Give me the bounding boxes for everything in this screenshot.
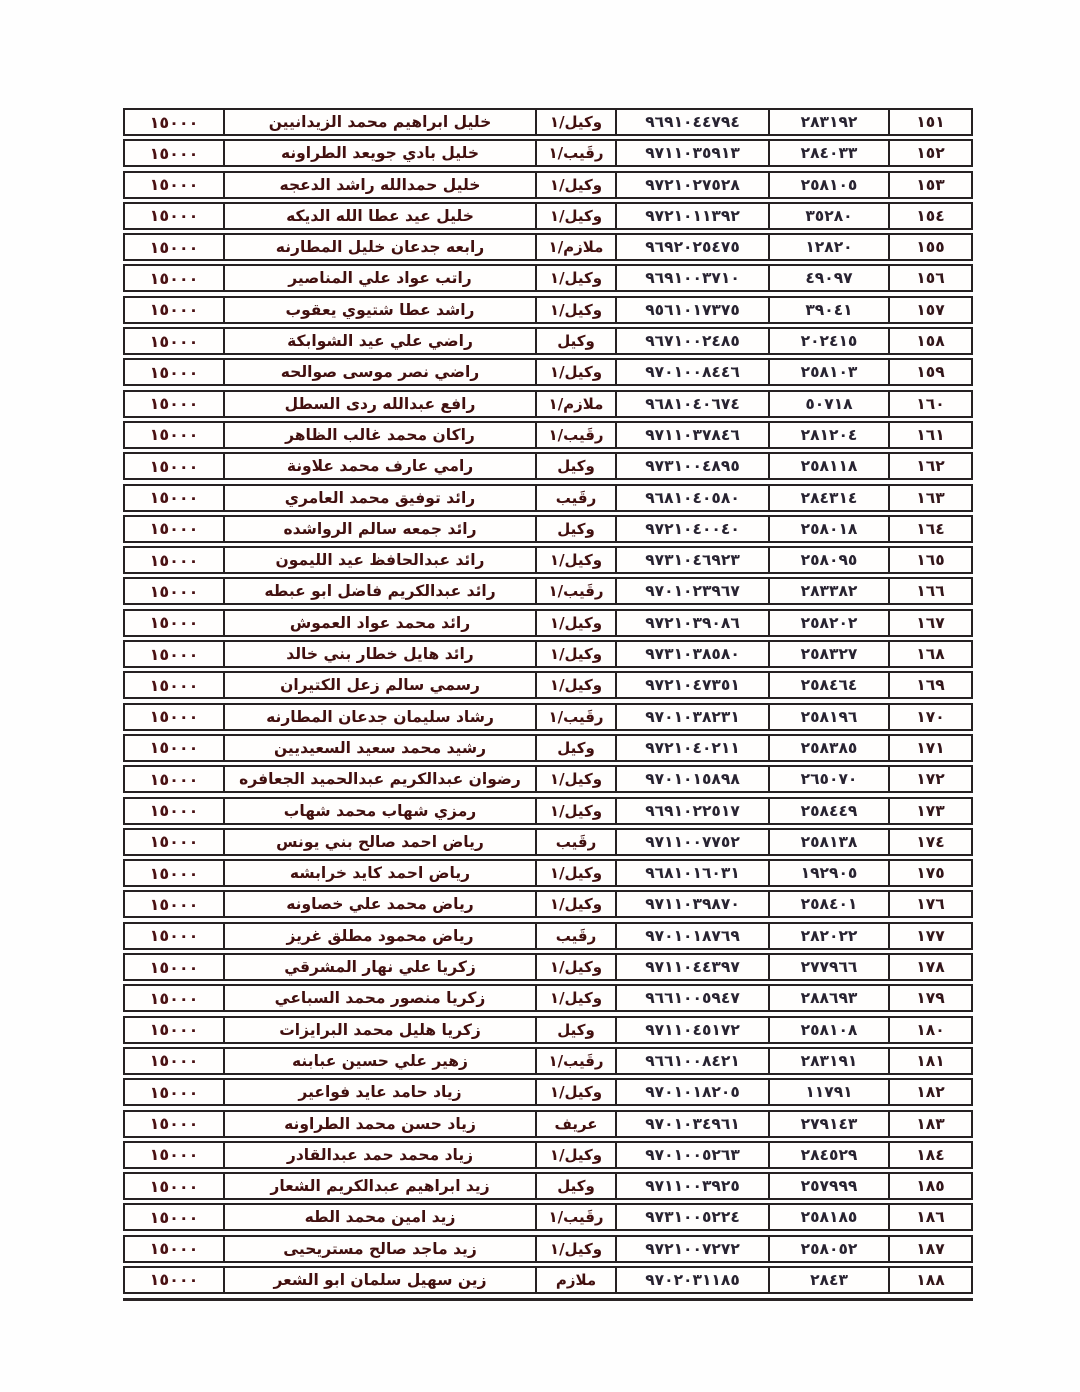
- amount-cell: ١٥٠٠٠: [125, 705, 225, 729]
- national-id-cell: ٩٧٠١٠٢٣٩٦٧: [617, 579, 770, 603]
- name-cell: رائد عبدالحافظ عيد الليمون: [225, 548, 537, 572]
- row-number-cell: ١٥٧: [916, 300, 945, 319]
- row-number-cell: ١٧٠: [916, 707, 945, 726]
- row-number-cell: ١٦٧: [916, 613, 945, 632]
- serial-cell: ٢٥٨٠١٨: [770, 517, 890, 541]
- national-id-cell: ٩٧٢١٠١١٣٩٢: [617, 204, 770, 228]
- national-id-cell: ٩٦٩١٠٠٣٧١٠: [617, 266, 770, 290]
- table-row: [123, 1016, 973, 1044]
- national-id-cell: ٩٧٣١٠٠٥٢٢٤: [617, 1205, 770, 1229]
- table-row: [123, 421, 973, 449]
- name-cell: رسمي سالم زعل الكتيران: [225, 673, 537, 697]
- national-id-cell: ٩٧١١٠٤٥١٧٢: [617, 1018, 770, 1042]
- amount-cell: ١٥٠٠٠: [125, 1205, 225, 1229]
- row-number-cell: ١٧٤: [916, 832, 945, 851]
- name-cell: رائد عبدالكريم فاضل ابو عبطه: [225, 579, 537, 603]
- rank-cell: وكيل: [537, 736, 617, 760]
- serial-cell: ٢٥٨١٠٥: [770, 173, 890, 197]
- row-number-cell: ١٨٠: [916, 1020, 945, 1039]
- serial-cell: ٢٨١٢٠٤: [770, 423, 890, 447]
- serial-cell: ٢٨٢٠٢٢: [770, 924, 890, 948]
- national-id-cell: ٩٦٧١٠٠٢٤٨٥: [617, 329, 770, 353]
- amount-cell: ١٥٠٠٠: [125, 673, 225, 697]
- rank-cell: رقَيب/١: [537, 423, 617, 447]
- row-number-cell: ١٦٥: [916, 551, 945, 570]
- row-number-cell: ١٦٦: [916, 582, 945, 601]
- table-row: [123, 1235, 973, 1263]
- rank-cell: وكيل/١: [537, 360, 617, 384]
- table-row: [123, 734, 973, 762]
- row-number-cell: ١٨٢: [916, 1083, 945, 1102]
- table-row: [123, 1047, 973, 1075]
- national-id-cell: ٩٥٦١٠١٧٣٧٥: [617, 298, 770, 322]
- table-row: [123, 828, 973, 856]
- amount-cell: ١٥٠٠٠: [125, 329, 225, 353]
- national-id-cell: ٩٧٢١٠٤٠٢١١: [617, 736, 770, 760]
- amount-cell: ١٥٠٠٠: [125, 767, 225, 791]
- amount-cell: ١٥٠٠٠: [125, 1112, 225, 1136]
- national-id-cell: ٩٧٠١٠١٥٨٩٨: [617, 767, 770, 791]
- amount-cell: ١٥٠٠٠: [125, 1237, 225, 1261]
- table-row: [123, 984, 973, 1012]
- table-row: [123, 327, 973, 355]
- name-cell: راكان محمد غالب الظاهر: [225, 423, 537, 447]
- amount-cell: ١٥٠٠٠: [125, 986, 225, 1010]
- rank-cell: وكيل/١: [537, 548, 617, 572]
- serial-cell: ١٩٢٩٠٥: [770, 861, 890, 885]
- amount-cell: ١٥٠٠٠: [125, 392, 225, 416]
- serial-cell: ٣٩٠٤١: [770, 298, 890, 322]
- rank-cell: وكيل: [537, 454, 617, 478]
- serial-cell: ٢٨٣١٩٢: [770, 110, 890, 134]
- rank-cell: ملازم/١: [537, 235, 617, 259]
- table-row: [123, 546, 973, 574]
- table-row: [123, 233, 973, 261]
- table-row: [123, 108, 973, 136]
- serial-cell: ٢٥٨١٠٨: [770, 1018, 890, 1042]
- amount-cell: ١٥٠٠٠: [125, 611, 225, 635]
- row-number-cell: ١٥١: [916, 113, 945, 131]
- rank-cell: وكيل/١: [537, 892, 617, 916]
- row-number-cell: ١٨١: [916, 1051, 945, 1070]
- amount-cell: ١٥٠٠٠: [125, 892, 225, 916]
- serial-cell: ٢٥٨٠٩٥: [770, 548, 890, 572]
- name-cell: زين سهيل سلمان ابو الشعر: [225, 1268, 537, 1292]
- row-number-cell: ١٥٦: [916, 269, 945, 288]
- national-id-cell: ٩٧٠١٠١٨٢٠٥: [617, 1080, 770, 1104]
- table-row: [123, 1172, 973, 1200]
- name-cell: رامي عارف محمد علاونة: [225, 454, 537, 478]
- national-id-cell: ٩٧٣١٠٠٤٨٩٥: [617, 454, 770, 478]
- row-number-cell: ١٨٧: [916, 1239, 945, 1258]
- amount-cell: ١٥٠٠٠: [125, 1174, 225, 1198]
- serial-cell: ١١٧٩١: [770, 1080, 890, 1104]
- national-id-cell: ٩٦٨١٠١٦٠٣١: [617, 861, 770, 885]
- amount-cell: ١٥٠٠٠: [125, 204, 225, 228]
- national-id-cell: ٩٦٦١٠٠٨٤٢١: [617, 1049, 770, 1073]
- serial-cell: ٢٦٥٠٧٠: [770, 767, 890, 791]
- serial-cell: ٢٥٨٢٠٢: [770, 611, 890, 635]
- serial-cell: ٢٨٤٣١٤: [770, 486, 890, 510]
- row-number-cell: ١٥٨: [916, 332, 945, 351]
- row-number-cell: ١٨٤: [916, 1145, 945, 1164]
- national-id-cell: ٩٧٠١٠١٨٧٦٩: [617, 924, 770, 948]
- table-row: [123, 1110, 973, 1138]
- table-bottom-rule: [123, 1298, 973, 1301]
- rank-cell: وكيل/١: [537, 1143, 617, 1167]
- table-row: [123, 264, 973, 292]
- rank-cell: ملازم: [537, 1268, 617, 1292]
- serial-cell: ٢٥٨١١٨: [770, 454, 890, 478]
- national-id-cell: ٩٦٩٢٠٢٥٤٧٥: [617, 235, 770, 259]
- name-cell: زكريا هليل محمد البرايزات: [225, 1018, 537, 1042]
- row-number-cell: ١٧٢: [916, 770, 945, 789]
- serial-cell: ٢٥٨٣٨٥: [770, 736, 890, 760]
- name-cell: رشاد سليمان جدعان المطارنه: [225, 705, 537, 729]
- national-id-cell: ٩٧٣١٠٣٨٥٨٠: [617, 642, 770, 666]
- rank-cell: وكيل/١: [537, 266, 617, 290]
- name-cell: رياض محمود مطلق غريز: [225, 924, 537, 948]
- rank-cell: وكيل/١: [537, 611, 617, 635]
- amount-cell: ١٥٠٠٠: [125, 1143, 225, 1167]
- serial-cell: ٢٥٨٤٠١: [770, 892, 890, 916]
- amount-cell: ١٥٠٠٠: [125, 235, 225, 259]
- serial-cell: ٢٨٨٦٩٣: [770, 986, 890, 1010]
- table-row: [123, 703, 973, 731]
- serial-cell: ٤٩٠٩٧: [770, 266, 890, 290]
- serial-cell: ٢٠٢٤١٥: [770, 329, 890, 353]
- name-cell: راتب عواد علي المناصير: [225, 266, 537, 290]
- name-cell: زكريا علي نهار المشرقي: [225, 955, 537, 979]
- amount-cell: ١٥٠٠٠: [125, 173, 225, 197]
- name-cell: رائد جمعه سالم الرواشده: [225, 517, 537, 541]
- row-number-cell: ١٦٤: [916, 519, 945, 538]
- rank-cell: رقَيب: [537, 924, 617, 948]
- rank-cell: ملازم/١: [537, 392, 617, 416]
- national-id-cell: ٩٧٢١٠٤٠٠٤٠: [617, 517, 770, 541]
- national-id-cell: ٩٧١١٠٣٧٨٤٦: [617, 423, 770, 447]
- national-id-cell: ٩٧٠١٠٣٨٢٣١: [617, 705, 770, 729]
- row-number-cell: ١٧٥: [916, 864, 945, 883]
- amount-cell: ١٥٠٠٠: [125, 517, 225, 541]
- serial-cell: ٥٠٧١٨: [770, 392, 890, 416]
- name-cell: زياد محمد حمد عبدالقادر: [225, 1143, 537, 1167]
- national-id-cell: ٩٧٣١٠٤٦٩٢٣: [617, 548, 770, 572]
- table-row: [123, 797, 973, 825]
- serial-cell: ٢٥٨٤٤٩: [770, 799, 890, 823]
- row-number-cell: ١٨٥: [916, 1177, 945, 1196]
- table-row: [123, 358, 973, 386]
- name-cell: راشد عطا شتيوي يعقوب: [225, 298, 537, 322]
- national-id-cell: ٩٧٠١٠٣٤٩٦١: [617, 1112, 770, 1136]
- row-number-cell: ١٨٣: [916, 1114, 945, 1133]
- table-row: [123, 1266, 973, 1294]
- national-id-cell: ٩٧٠٢٠٣١١٨٥: [617, 1268, 770, 1292]
- row-number-cell: ١٥٣: [916, 175, 945, 194]
- table-row: [123, 1078, 973, 1106]
- serial-cell: ٢٥٨١٨٥: [770, 1205, 890, 1229]
- name-cell: خليل ابراهيم محمد الزيدانيين: [225, 110, 537, 134]
- rank-cell: وكيل: [537, 1174, 617, 1198]
- amount-cell: ١٥٠٠٠: [125, 799, 225, 823]
- serial-cell: ٢٧٧٩٦٦: [770, 955, 890, 979]
- name-cell: رضوان عبدالكريم عبدالحميد الجعافره: [225, 767, 537, 791]
- name-cell: رافع عبدالله ردى السطل: [225, 392, 537, 416]
- row-number-cell: ١٧٦: [916, 895, 945, 914]
- personnel-roster-table: [123, 108, 973, 1301]
- name-cell: زياد حامد عايد فواعير: [225, 1080, 537, 1104]
- serial-cell: ٢٥٨٤٦٤: [770, 673, 890, 697]
- national-id-cell: ٩٧١١٠٠٧٧٥٢: [617, 830, 770, 854]
- name-cell: زياد حسن محمد الطراونه: [225, 1112, 537, 1136]
- amount-cell: ١٥٠٠٠: [125, 736, 225, 760]
- row-number-cell: ١٥٥: [916, 238, 945, 257]
- rank-cell: رقَيب/١: [537, 141, 617, 165]
- rank-cell: وكيل/١: [537, 673, 617, 697]
- national-id-cell: ٩٦٦١٠٠٥٩٤٧: [617, 986, 770, 1010]
- table-row: [123, 671, 973, 699]
- rank-cell: وكيل/١: [537, 1080, 617, 1104]
- name-cell: رائد محمد عواد العموش: [225, 611, 537, 635]
- row-number-cell: ١٦٠: [916, 394, 945, 413]
- serial-cell: ٢٥٧٩٩٩: [770, 1174, 890, 1198]
- name-cell: زيد ماجد صالح مستريحيى: [225, 1237, 537, 1261]
- serial-cell: ٢٧٩١٤٣: [770, 1112, 890, 1136]
- name-cell: رائد هايل خطار بني خالد: [225, 642, 537, 666]
- row-number-cell: ١٨٦: [916, 1208, 945, 1227]
- table-row: [123, 139, 973, 167]
- amount-cell: ١٥٠٠٠: [125, 486, 225, 510]
- serial-cell: ٢٨٤٣: [770, 1268, 890, 1292]
- row-number-cell: ١٦١: [916, 425, 945, 444]
- row-number-cell: ١٥٤: [916, 206, 945, 225]
- name-cell: زكريا منصور محمد السباعي: [225, 986, 537, 1010]
- table-row: [123, 859, 973, 887]
- row-number-cell: ١٦٩: [916, 676, 945, 695]
- national-id-cell: ٩٦٨١٠٤٠٥٨٠: [617, 486, 770, 510]
- serial-cell: ٢٥٨٠٥٢: [770, 1237, 890, 1261]
- national-id-cell: ٩٦٨١٠٤٠٦٧٤: [617, 392, 770, 416]
- row-number-cell: ١٧٣: [916, 801, 945, 820]
- amount-cell: ١٥٠٠٠: [125, 1268, 225, 1292]
- rank-cell: وكيل/١: [537, 642, 617, 666]
- amount-cell: ١٥٠٠٠: [125, 642, 225, 666]
- serial-cell: ٢٥٨٣٢٧: [770, 642, 890, 666]
- national-id-cell: ٩٦٩١٠٢٢٥١٧: [617, 799, 770, 823]
- serial-cell: ٢٥٨١٠٣: [770, 360, 890, 384]
- amount-cell: ١٥٠٠٠: [125, 1080, 225, 1104]
- row-number-cell: ١٧١: [916, 738, 945, 757]
- serial-cell: ٢٨٣١٩١: [770, 1049, 890, 1073]
- rank-cell: وكيل/١: [537, 110, 617, 134]
- national-id-cell: ٩٧٠١٠٠٨٤٤٦: [617, 360, 770, 384]
- rank-cell: رقَيب/١: [537, 1049, 617, 1073]
- amount-cell: ١٥٠٠٠: [125, 110, 225, 134]
- table-row: [123, 171, 973, 199]
- name-cell: رابعه جدعان خليل المطارنه: [225, 235, 537, 259]
- table-row: [123, 1141, 973, 1169]
- amount-cell: ١٥٠٠٠: [125, 548, 225, 572]
- name-cell: رمزي شهاب محمد شهاب: [225, 799, 537, 823]
- national-id-cell: ٩٧٢١٠٠٧٢٧٢: [617, 1237, 770, 1261]
- name-cell: رائد توفيق محمد العامري: [225, 486, 537, 510]
- name-cell: رياض احمد صالح بني يونس: [225, 830, 537, 854]
- name-cell: خليل حمدالله راشد الدعجه: [225, 173, 537, 197]
- amount-cell: ١٥٠٠٠: [125, 955, 225, 979]
- amount-cell: ١٥٠٠٠: [125, 454, 225, 478]
- table-row: [123, 577, 973, 605]
- national-id-cell: ٩٧٢١٠٣٩٠٨٦: [617, 611, 770, 635]
- rank-cell: وكيل/١: [537, 955, 617, 979]
- name-cell: زهير علي حسين عبابنه: [225, 1049, 537, 1073]
- serial-cell: ٢٥٨١٣٨: [770, 830, 890, 854]
- rank-cell: وكيل/١: [537, 986, 617, 1010]
- amount-cell: ١٥٠٠٠: [125, 266, 225, 290]
- serial-cell: ١٢٨٢٠: [770, 235, 890, 259]
- amount-cell: ١٥٠٠٠: [125, 141, 225, 165]
- rank-cell: وكيل/١: [537, 861, 617, 885]
- rank-cell: وكيل/١: [537, 298, 617, 322]
- rank-cell: رقَيب/١: [537, 579, 617, 603]
- rank-cell: رقَيب: [537, 830, 617, 854]
- serial-cell: ٢٨٣٣٨٢: [770, 579, 890, 603]
- name-cell: خليل بادي جويعد الطراونه: [225, 141, 537, 165]
- name-cell: زيد ابراهيم عبدالكريم الشعار: [225, 1174, 537, 1198]
- table-row: [123, 609, 973, 637]
- name-cell: رشيد محمد سعيد السعيديين: [225, 736, 537, 760]
- amount-cell: ١٥٠٠٠: [125, 423, 225, 447]
- row-number-cell: ١٦٨: [916, 645, 945, 664]
- serial-cell: ٢٨٤٠٣٣: [770, 141, 890, 165]
- name-cell: زيد امين محمد الطه: [225, 1205, 537, 1229]
- rank-cell: وكيل/١: [537, 767, 617, 791]
- table-row: [123, 1203, 973, 1231]
- serial-cell: ٢٨٤٥٢٩: [770, 1143, 890, 1167]
- national-id-cell: ٩٧١١٠٤٤٣٩٧: [617, 955, 770, 979]
- row-number-cell: ١٥٩: [916, 363, 945, 382]
- rank-cell: رقَيب: [537, 486, 617, 510]
- amount-cell: ١٥٠٠٠: [125, 924, 225, 948]
- amount-cell: ١٥٠٠٠: [125, 830, 225, 854]
- row-number-cell: ١٦٣: [916, 488, 945, 507]
- row-number-cell: ١٦٢: [916, 457, 945, 476]
- amount-cell: ١٥٠٠٠: [125, 861, 225, 885]
- rank-cell: رقَيب/١: [537, 1205, 617, 1229]
- name-cell: راضي علي عيد الشوابكة: [225, 329, 537, 353]
- table-row: [123, 890, 973, 918]
- rank-cell: وكيل: [537, 1018, 617, 1042]
- rank-cell: وكيل: [537, 517, 617, 541]
- national-id-cell: ٩٧٠١٠٠٥٢٦٣: [617, 1143, 770, 1167]
- table-row: [123, 202, 973, 230]
- row-number-cell: ١٧٨: [916, 958, 945, 977]
- name-cell: خليل عيد عطا الله الديكه: [225, 204, 537, 228]
- table-row: [123, 922, 973, 950]
- table-row: [123, 953, 973, 981]
- amount-cell: ١٥٠٠٠: [125, 360, 225, 384]
- name-cell: رياض محمد علي خصاونه: [225, 892, 537, 916]
- amount-cell: ١٥٠٠٠: [125, 579, 225, 603]
- rank-cell: وكيل/١: [537, 204, 617, 228]
- rank-cell: رقَيب/١: [537, 705, 617, 729]
- row-number-cell: ١٨٨: [916, 1270, 945, 1289]
- table-row: [123, 640, 973, 668]
- row-number-cell: ١٧٧: [916, 926, 945, 945]
- amount-cell: ١٥٠٠٠: [125, 298, 225, 322]
- name-cell: راضي نصر موسى صوالحه: [225, 360, 537, 384]
- national-id-cell: ٩٧١١٠٠٣٩٢٥: [617, 1174, 770, 1198]
- rank-cell: عريف: [537, 1112, 617, 1136]
- amount-cell: ١٥٠٠٠: [125, 1018, 225, 1042]
- table-row: [123, 296, 973, 324]
- row-number-cell: ١٧٩: [916, 989, 945, 1008]
- rank-cell: وكيل/١: [537, 1237, 617, 1261]
- table-row: [123, 765, 973, 793]
- table-row: [123, 390, 973, 418]
- table-row: [123, 484, 973, 512]
- national-id-cell: ٩٧١١٠٣٩٨٧٠: [617, 892, 770, 916]
- serial-cell: ٣٥٢٨٠: [770, 204, 890, 228]
- serial-cell: ٢٥٨١٩٦: [770, 705, 890, 729]
- rank-cell: وكيل/١: [537, 173, 617, 197]
- amount-cell: ١٥٠٠٠: [125, 1049, 225, 1073]
- rank-cell: وكيل: [537, 329, 617, 353]
- name-cell: رياض احمد كايد خرابشه: [225, 861, 537, 885]
- row-number-cell: ١٥٢: [916, 144, 945, 163]
- national-id-cell: ٩٧١١٠٣٥٩١٣: [617, 141, 770, 165]
- table-row: [123, 515, 973, 543]
- national-id-cell: ٩٧٢١٠٢٧٥٢٨: [617, 173, 770, 197]
- table-row: [123, 452, 973, 480]
- national-id-cell: ٩٦٩١٠٤٤٧٩٤: [617, 110, 770, 134]
- rank-cell: وكيل/١: [537, 799, 617, 823]
- national-id-cell: ٩٧٢١٠٤٧٣٥١: [617, 673, 770, 697]
